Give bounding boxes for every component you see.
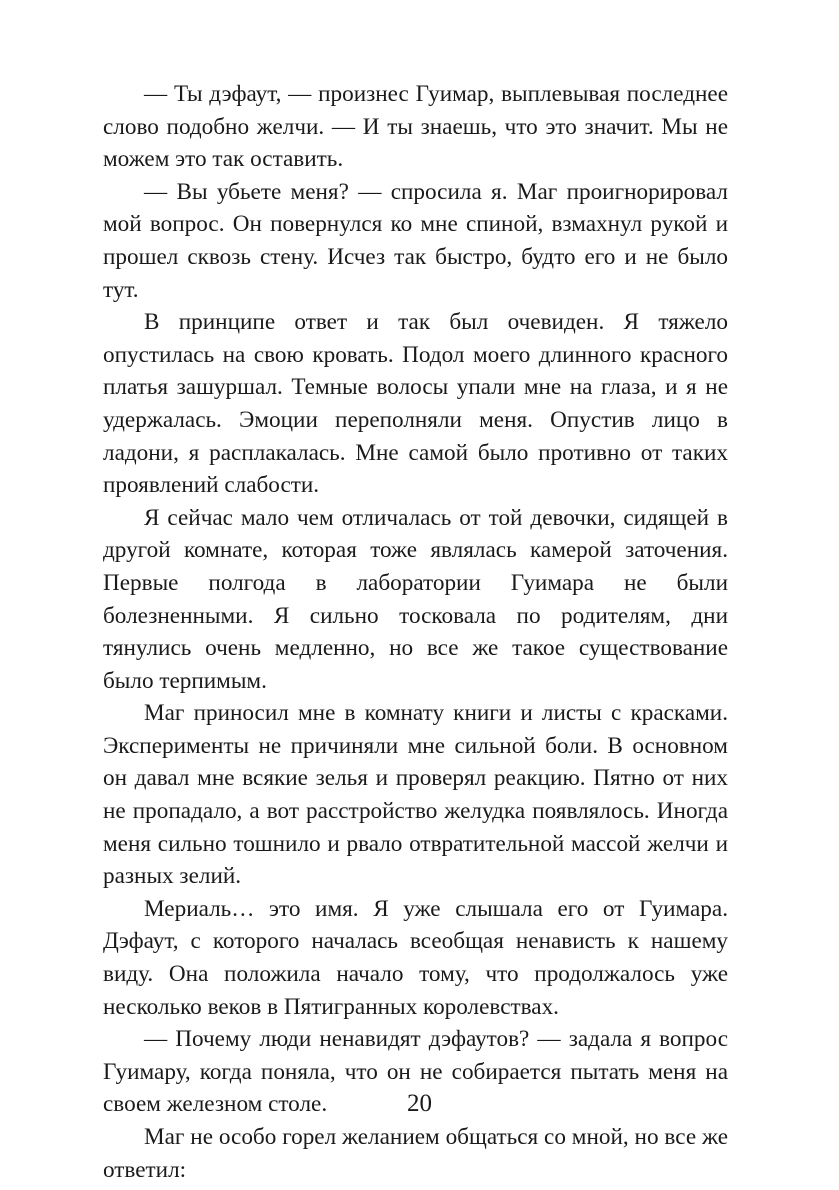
page-body [103,78,728,1186]
paragraph-2: — Вы убьете меня? — спросила я. Маг проигнорировал мой вопрос. Он повернулся ко мне спиной, взмахнул рукой и прошел сквозь стену. Исчез так быстро, будто его и не было тут. [103,178,728,303]
paragraph-5: Маг приносил мне в комнату книги и листы с красками. Эксперименты не причиняли мне сильной боли. В основном он давал мне всякие зелья и проверял реакцию. Пятно от них не пропадало, а вот расстройство желудка появлялось. Иногда меня сильно тошнило и рвало отвратительной массой желчи и разных зелий. [103,700,728,890]
paragraph-8: Маг не особо горел желанием общаться со мной, но все же ответил: [103,1124,728,1183]
paragraph-7: — Почему люди ненавидят дэфаутов? — задала я вопрос Гуимару, когда поняла, что он не собирается пытать меня на своем железном столе. [103,1026,728,1118]
paragraph-4: Я сейчас мало чем отличалась от той девочки, сидящей в другой комнате, которая тоже являлась камерой заточения. Первые полгода в лаборатории Гуимара не были болезненными. Я сильно тосковала по родителям, дни тянулись очень медленно, но все же такое существование было терпимым. [103,504,728,694]
paragraph-6: Мериаль… это имя. Я уже слышала его от Гуимара. Дэфаут, с которого началась всеобщая ненависть к нашему виду. Она положила начало тому, что продолжалось уже несколько веков в Пятигранных королевствах. [103,895,728,1020]
page-number: 20 [407,1090,432,1117]
paragraph-3: В принципе ответ и так был очевиден. Я тяжело опустилась на свою кровать. Подол моего длинного красного платья зашуршал. Темные волосы упали мне на глаза, и я не удержалась. Эмоции переполняли меня. Опустив лицо в ладони, я расплакалась. Мне самой было противно от таких проявлений слабости. [103,309,728,499]
paragraph-1: — Ты дэфаут, — произнес Гуимар, выплевывая последнее слово подобно желчи. — И ты знаешь, что это значит. Мы не можем это так оставить. [103,81,728,173]
